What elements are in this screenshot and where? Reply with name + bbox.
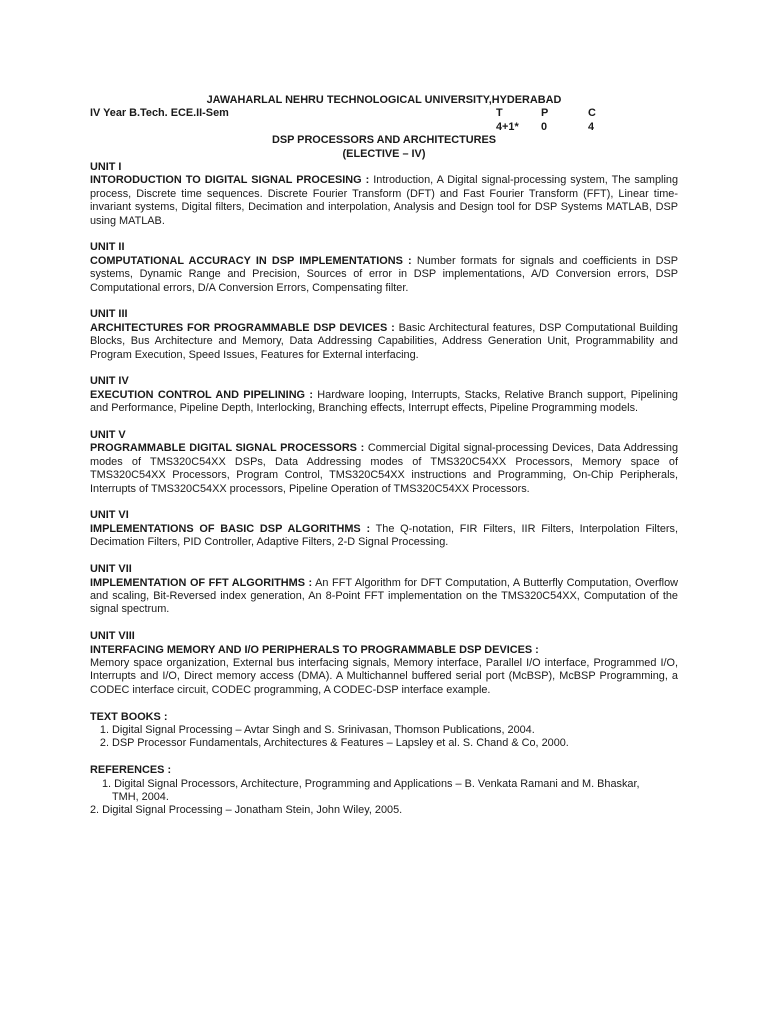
unit-8-text: Memory space organization, External bus interfacing signals, Memory interface, Parallel I/O interface, Programmed I/O, Interrupts and I/O, Direct memory access (DMA). A Multichannel buffered serial port (McBSP), McBSP Programming, a CODEC interface circuit, CODEC programming, A CODEC-DSP interface example.	[90, 656, 678, 696]
unit-5-heading: PROGRAMMABLE DIGITAL SIGNAL PROCESSORS :	[90, 442, 365, 455]
col-c-label: C	[588, 107, 596, 120]
university-title: JAWAHARLAL NEHRU TECHNOLOGICAL UNIVERSITY,HYDERABAD	[206, 94, 562, 106]
reference-1-line-2: TMH, 2004.	[112, 790, 169, 803]
col-t-value: 4+1*	[496, 120, 519, 133]
unit-8-label: UNIT VIII	[90, 630, 135, 643]
unit-4-body	[90, 389, 678, 416]
unit-6-heading: IMPLEMENTATIONS OF BASIC DSP ALGORITHMS :	[90, 522, 371, 535]
year-ltp-row	[90, 107, 678, 120]
unit-1-label: UNIT I	[90, 161, 122, 173]
unit-1-body	[90, 174, 678, 228]
unit-1-heading: INTORODUCTION TO DIGITAL SIGNAL PROCESING :	[90, 174, 370, 187]
unit-1-text: Introduction, A Digital signal-processing system, The sampling process, Discrete time sequences. Discrete Fourier Transform (DFT) and Fast Fourier Transform (FFT), Linear time-invariant systems, Digital filters, Decimation and interpolation, Analysis and Design tool for DSP Systems MATLAB, DSP using MATLAB.	[90, 174, 679, 227]
text-book-item: 2. DSP Processor Fundamentals, Architectures & Features – Lapsley et al. S. Chand & Co, 2000.	[112, 737, 678, 750]
unit-8-heading: INTERFACING MEMORY AND I/O PERIPHERALS TO PROGRAMMABLE DSP DEVICES :	[90, 643, 539, 656]
unit-6-label: UNIT VI	[90, 509, 129, 522]
year-semester: IV Year B.Tech. ECE.II-Sem	[90, 107, 229, 120]
unit-2-text: Number formats for signals and coefficients in DSP systems, Dynamic Range and Precision, Sources of error in DSP implementations, A/D Conversion errors, DSP Computational errors, D/A Conversion Errors, Compensating filter.	[90, 254, 678, 294]
unit-3-text: Basic Architectural features, DSP Computational Building Blocks, Bus Architecture and Memory, Data Addressing Capabilities, Address Generation Unit, Programmability and Program Execution, Speed Issues, Features for External interfacing.	[90, 321, 678, 361]
unit-4-label: UNIT IV	[90, 375, 129, 388]
unit-6-text: The Q-notation, FIR Filters, IIR Filters, Interpolation Filters, Decimation Filters, PID Controller, Adaptive Filters, 2-D Signal Processing.	[90, 522, 678, 549]
unit-3-label: UNIT III	[90, 308, 128, 321]
text-books-list	[90, 724, 678, 751]
unit-5-text: Commercial Digital signal-processing Devices, Data Addressing modes of TMS320C54XX DSPs, Data Addressing modes of TMS320C54XX Processors, Memory space of TMS320C54XX Processors, Program Control, TMS320C54XX instructions and Programming, On-Chip Peripherals, Interrupts of TMS320C54XX processors, Pipeline Operation of TMS320C54XX Processors.	[90, 442, 678, 495]
unit-4-heading: EXECUTION CONTROL AND PIPELINING :	[90, 388, 313, 401]
unit-3-body	[90, 322, 678, 362]
unit-2-label: UNIT II	[90, 241, 125, 254]
course-title: DSP PROCESSORS AND ARCHITECTURES	[271, 134, 497, 147]
col-c-value: 4	[588, 120, 595, 133]
unit-2-heading: COMPUTATIONAL ACCURACY IN DSP IMPLEMENTATIONS :	[90, 254, 412, 267]
col-t-label: T	[496, 107, 503, 120]
unit-5-body	[90, 442, 678, 496]
syllabus-content	[90, 94, 678, 818]
unit-7-label: UNIT VII	[90, 563, 132, 576]
text-book-item: 1. Digital Signal Processing – Avtar Singh and S. Srinivasan, Thomson Publications, 2004.	[112, 724, 678, 737]
unit-6-body	[90, 523, 678, 550]
unit-2-body	[90, 255, 678, 295]
unit-7-body	[90, 577, 678, 617]
elective-label: (ELECTIVE – IV)	[342, 147, 426, 160]
col-p-value: 0	[541, 120, 548, 133]
unit-4-text: Hardware looping, Interrupts, Stacks, Relative Branch support, Pipelining and Performance, Pipeline Depth, Interlocking, Branching effects, Interrupt effects, Pipeline Programming models.	[90, 388, 678, 415]
references-title: REFERENCES :	[90, 764, 172, 777]
unit-5-label: UNIT V	[90, 429, 126, 442]
unit-3-heading: ARCHITECTURES FOR PROGRAMMABLE DSP DEVICES :	[90, 321, 395, 334]
col-p-label: P	[541, 107, 549, 120]
ltp-values-row	[90, 121, 678, 134]
text-books-title: TEXT BOOKS :	[90, 710, 168, 723]
reference-2: 2. Digital Signal Processing – Jonatham Stein, John Wiley, 2005.	[90, 804, 403, 817]
reference-1-line-1: 1. Digital Signal Processors, Architecture, Programming and Applications – B. Venkata Ramani and M. Bhaskar,	[102, 777, 640, 790]
unit-7-text: An FFT Algorithm for DFT Computation, A Butterfly Computation, Overflow and scaling, Bit-Reversed index generation, An 8-Point FFT implementation on the TMS320C54XX, Computation of the signal spectrum.	[90, 576, 678, 616]
unit-7-heading: IMPLEMENTATION OF FFT ALGORITHMS :	[90, 576, 313, 589]
